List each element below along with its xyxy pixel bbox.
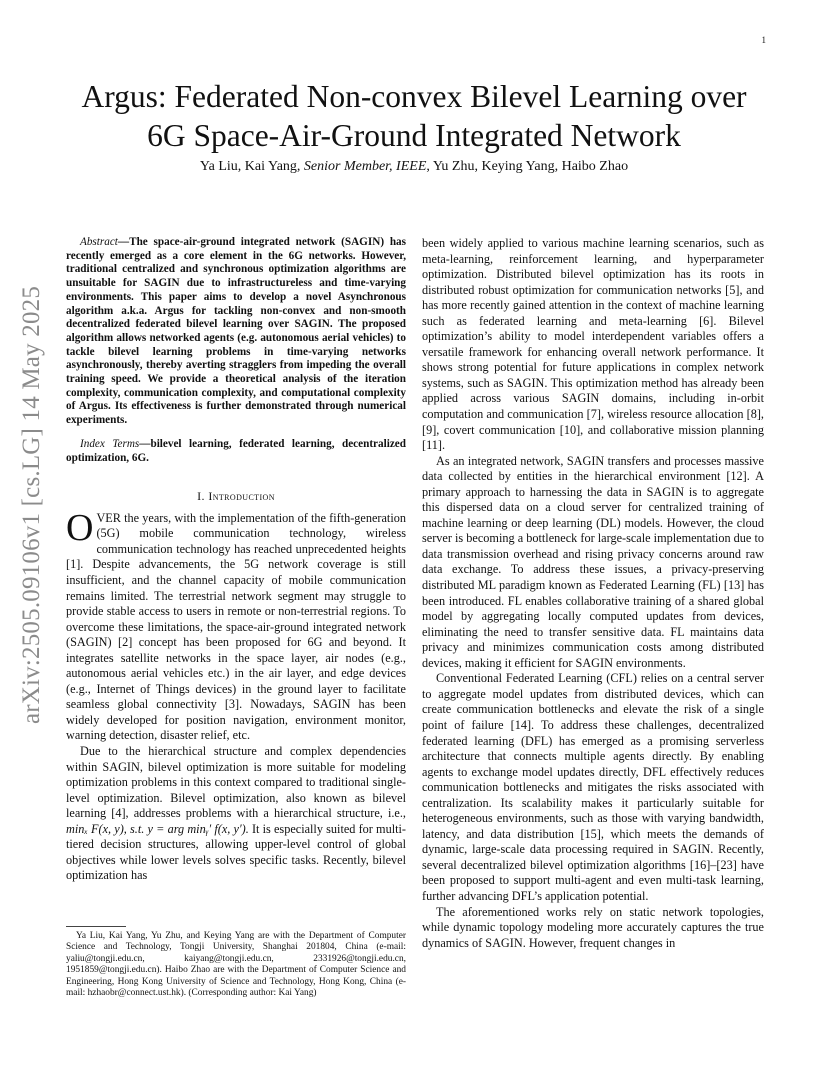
footnote-divider	[66, 926, 126, 927]
authors-part: , Yu Zhu, Keying Yang, Haibo Zhao	[426, 159, 629, 174]
abstract-text: The space-air-ground integrated network (SAGIN) has recently emerged as a core element in the 6G networks. However, traditional centralized and synchronous optimization algorithms are unsuitable for SAGIN due to infrastructureless and time-varying environments. This paper aims to develop a novel Asynchronous algorithm a.k.a. Argus for tackling non-convex and non-smooth decentralized federated bilevel learning over SAGIN. The proposed algorithm allows networked agents (e.g. autonomous aerial vehicles) to tackle bilevel learning problems in time-varying networks asynchronously, thereby averting stragglers from impeding the overall training speed. We provide a theoretical analysis of the iteration complexity, communication complexity, and computational complexity of Argus. Its effectiveness is further demonstrated through numerical experiments.	[66, 236, 406, 427]
section-heading	[66, 489, 406, 505]
paragraph-text: It is especially suited for multi-tiered decision structures, allowing upper-level control of global objectives while lower levels solves specific tasks. Recently, bilevel optimization has	[66, 821, 406, 883]
paragraph-text: the years, with the implementation of the fifth-generation (5G) mobile communication technology, wireless communication technology has reached unprecedented heights [1]. Despite advancements, the 5G network coverage is still insufficient, and the channel capacity of mobile communication remains limited. The terrestrial network segment may struggle to provide stable access to users in remote or non-terrestrial regions. To overcome these limitations, the space-air-ground integrated network (SAGIN) [2] concept has been proposed for 6G and beyond. It integrates satellite networks in the space layer, air nodes (e.g., autonomous aerial vehicles etc.) in the air layer, and edge devices (e.g., Internet of Things devices) in the ground layer to facilitate seamless global connectivity [3]. Nowadays, SAGIN has been widely developed for position navigation, environment monitor, warning detection, disaster relief, etc.	[66, 510, 406, 743]
title-line: 6G Space-Air-Ground Integrated Network	[147, 118, 681, 153]
body-paragraph: The aforementioned works rely on static network topologies, while dynamic topology modeling more accurately captures the true dynamics of SAGIN. However, frequent changes in	[422, 904, 764, 950]
index-terms-text: bilevel learning, federated learning, decentralized optimization, 6G.	[66, 437, 406, 464]
right-column	[422, 236, 764, 951]
section-title: Introduction	[208, 489, 275, 504]
index-terms-label: Index Terms	[80, 437, 140, 450]
body-paragraph: As an integrated network, SAGIN transfers and processes massive data collected by entities in the hierarchical environment [12]. A primary approach to harnessing the data in SAGIN is to aggregate this dispersed data on a cloud server for centralized training of machine learning or deep learning (DL) models. However, the cloud server is becoming a bottleneck for large-scale implementation due to data transmission overhead and rising privacy concerns around raw data exchange. To address these issues, a privacy-preserving distributed ML paradigm known as Federated Learning (FL) [13] has been introduced. FL enables collaborative training of a shared global model by aggregating locally computed updates from devices, eliminating the need to transfer sensitive data. FL maintains data privacy and minimizes communication costs among distributed devices, making it efficient for SAGIN environments.	[422, 453, 764, 670]
index-terms: Index Terms—bilevel learning, federated learning, decentralized optimization, 6G.	[66, 437, 406, 464]
left-column	[66, 236, 406, 884]
title-line: Argus: Federated Non-convex Bilevel Learning over	[81, 79, 747, 114]
abstract-label: Abstract	[80, 236, 118, 248]
abstract: Abstract—The space-air-ground integrated network (SAGIN) has recently emerged as a core element in the 6G networks. However, traditional centralized and synchronous optimization algorithms are unsuitable for SAGIN due to infrastructureless and time-varying environments. This paper aims to develop a novel Asynchronous algorithm a.k.a. Argus for tackling non-convex and non-smooth decentralized federated bilevel learning over SAGIN. The proposed algorithm allows networked agents (e.g. autonomous aerial vehicles) to tackle bilevel learning problems in time-varying networks asynchronously, thereby averting stragglers from impeding the overall training speed. We provide a theoretical analysis of the iteration complexity, communication complexity, and computational complexity of Argus. Its effectiveness is further demonstrated through numerical experiments.	[66, 236, 406, 427]
drop-cap: O	[66, 506, 94, 549]
paragraph-text: Due to the hierarchical structure and complex dependencies within SAGIN, bilevel optimization is more suitable for modeling optimization problems in this context compared to traditional single-level optimization. Bilevel optimization, also known as bilevel learning [4], addresses problems with a hierarchical structure, i.e.,	[66, 744, 406, 821]
arxiv-identifier-text: arXiv:2505.09106v1 [cs.LG] 14 May 2025	[18, 285, 45, 724]
author-membership: Senior Member, IEEE	[303, 159, 427, 174]
body-paragraph: been widely applied to various machine learning scenarios, such as meta-learning, reinforcement learning, and hyperparameter optimization. Distributed bilevel optimization has its roots in distributed robust optimization for communication networks [5], and has more recently gained attention in the context of machine learning such as federated learning and meta-learning [6]. Bilevel optimization’s ability to model interdependent variables offers a versatile framework for enhancing overall network performance. It shows strong potential for future applications in complex network systems, such as SAGIN. This optimization method has already been applied across various SAGIN domains, including in-orbit computation and communication [7], wireless resource allocation [8], [9], covert communication [10], and collaborative mission planning [11].	[422, 236, 764, 453]
page-number: 1	[761, 35, 766, 45]
arxiv-identifier	[14, 252, 50, 757]
section-numeral: I.	[197, 489, 205, 504]
intro-paragraph	[66, 744, 406, 884]
inline-equation: minₓ F(x, y), s.t. y = arg minᵧ′ f(x, y′).	[66, 821, 249, 836]
author-list	[0, 159, 828, 175]
authors-part: Ya Liu, Kai Yang,	[199, 159, 301, 174]
paper-title	[0, 77, 828, 155]
intro-paragraph	[66, 506, 406, 744]
body-paragraph: Conventional Federated Learning (CFL) relies on a central server to aggregate model updates from distributed devices, which can create communication bottlenecks and elevate the risk of a single point of failure [14]. To address these challenges, decentralized federated learning (DFL) has emerged as a promising serverless architecture that connects multiple agents directly. By enabling agents to exchange model updates directly, DFL effectively reduces communication bottlenecks and mitigates the risks associated with centralization. Its scalability makes it particularly suitable for heterogeneous environments, such as those with varying bandwidth, latency, and data distribution [15], which meets the demands of dynamic, large-scale data processing required in SAGIN. Recently, several decentralized bilevel optimization algorithms [16]–[23] have been proposed to support multi-agent and even multi-task learning, further advancing DFL’s application potential.	[422, 671, 764, 903]
lead-word: VER	[96, 510, 121, 525]
author-footnote: Ya Liu, Kai Yang, Yu Zhu, and Keying Yang are with the Department of Computer Science and Technology, Tongji University, Shanghai 201804, China (e-mail: yaliu@tongji.edu.cn, kaiyang@tongji.edu.cn, 2331926@tongji.edu.cn, 1951859@tongji.edu.cn). Haibo Zhao are with the Department of Computer Science and Engineering, Hong Kong University of Science and Technology, Hong Kong, China (e-mail: hzhaobr@connect.ust.hk). (Corresponding author: Kai Yang)	[66, 931, 406, 999]
